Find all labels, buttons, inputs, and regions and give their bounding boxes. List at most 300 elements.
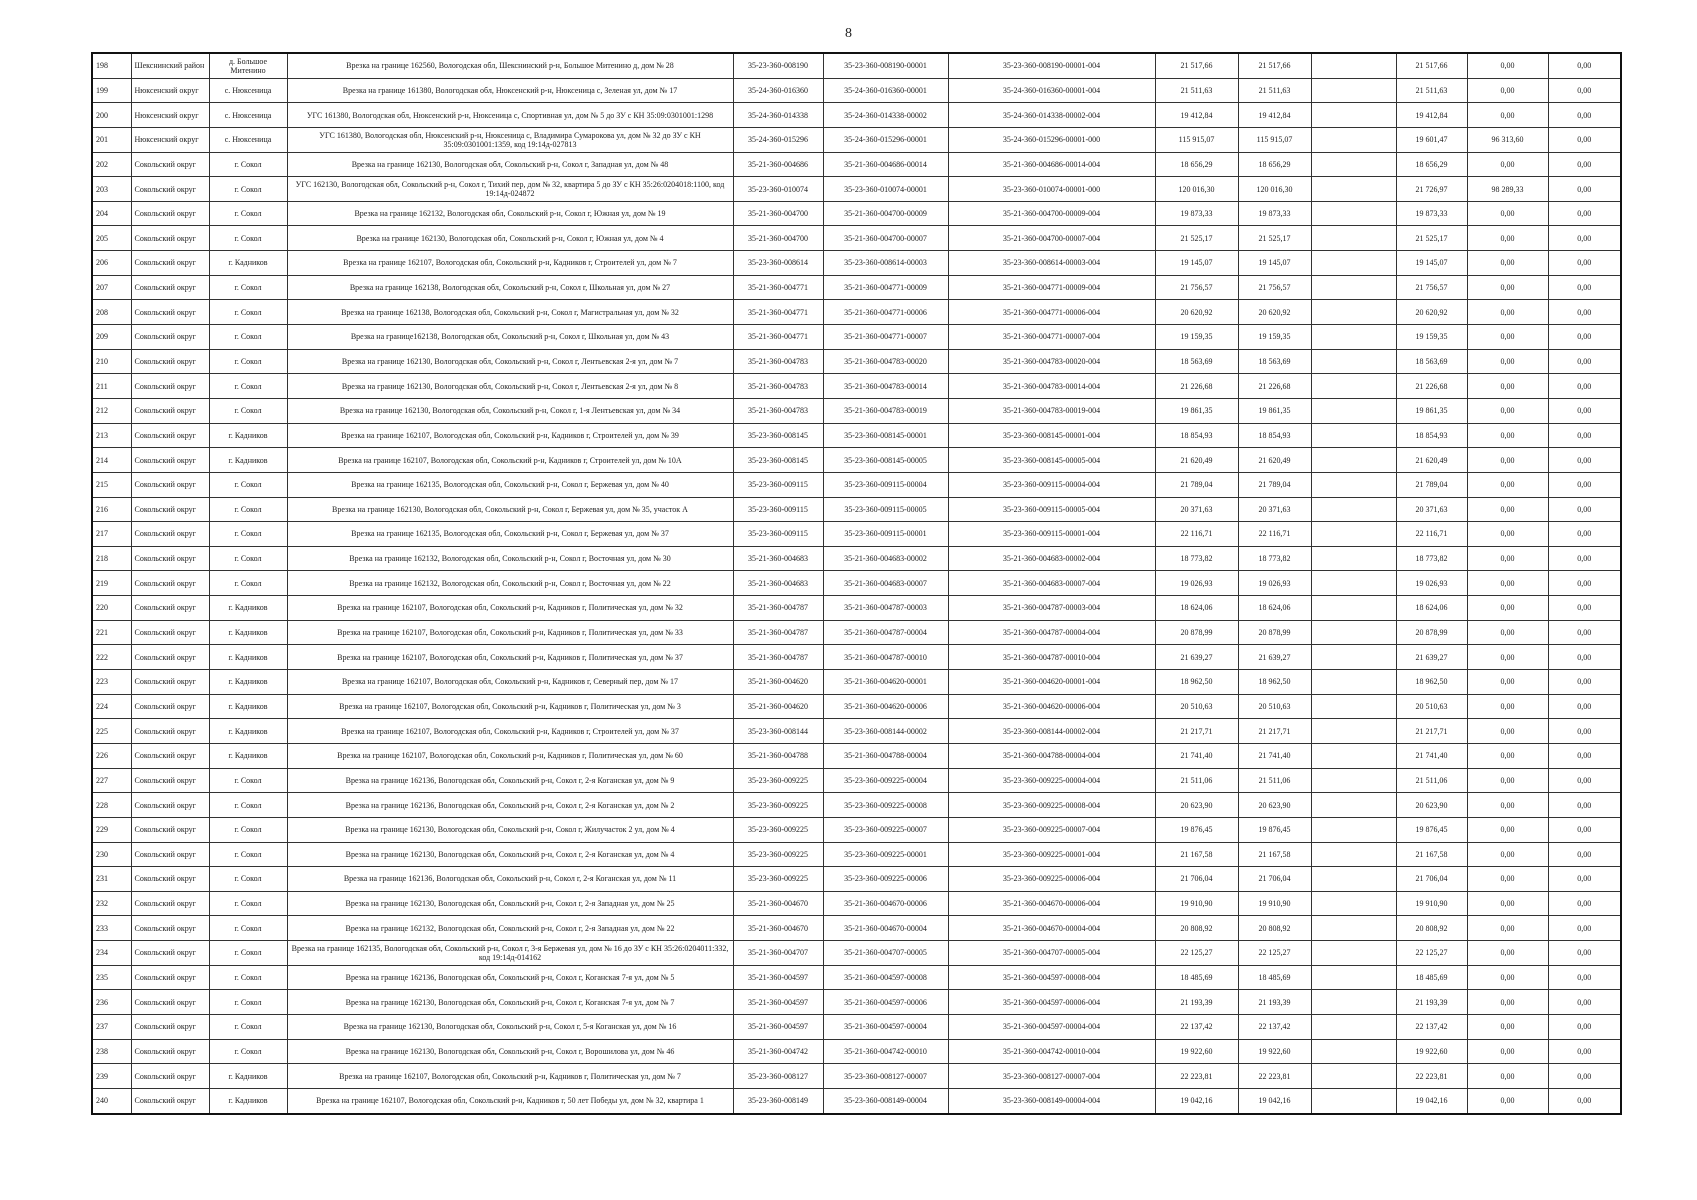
cost-part-1-cell: 18 656,29	[1396, 152, 1467, 177]
cost-sum-cell: 21 639,27	[1238, 645, 1311, 670]
cost-part-3-cell: 0,00	[1548, 990, 1621, 1015]
connection-code-cell: 35-23-360-009225-00004	[823, 768, 948, 793]
address-cell: Врезка на границе162138, Вологодская обл, Сокольский р-н, Сокол г, Школьная ул, дом № 43	[287, 325, 733, 350]
point-code-cell: 35-21-360-004620-00006-004	[948, 694, 1155, 719]
total-cost-cell: 19 026,93	[1155, 571, 1238, 596]
address-cell: Врезка на границе 162560, Вологодская обл, Шекснинский р-н, Большое Митенино д, дом № 28	[287, 53, 733, 78]
cost-sum-cell: 20 878,99	[1238, 620, 1311, 645]
settlement-cell: г. Сокол	[209, 965, 287, 990]
row-number-cell: 210	[92, 349, 131, 374]
settlement-cell: г. Сокол	[209, 497, 287, 522]
empty-cell-cell	[1311, 448, 1396, 473]
cost-part-2-cell: 0,00	[1467, 201, 1548, 226]
connection-code-cell: 35-23-360-009225-00006	[823, 867, 948, 892]
address-cell: Врезка на границе 162107, Вологодская обл, Сокольский р-н, Кадников г, 50 лет Победы ул, дом № 32, квартира 1	[287, 1088, 733, 1113]
cost-part-3-cell: 0,00	[1548, 916, 1621, 941]
district-cell: Сокольский округ	[131, 251, 209, 276]
object-code-cell: 35-21-360-004683	[733, 571, 823, 596]
empty-cell-cell	[1311, 867, 1396, 892]
district-cell: Сокольский округ	[131, 941, 209, 966]
point-code-cell: 35-21-360-004787-00003-004	[948, 596, 1155, 621]
cost-sum-cell: 21 741,40	[1238, 743, 1311, 768]
address-cell: УГС 162130, Вологодская обл, Сокольский р-н, Сокол г, Тихий пер, дом № 32, квартира 5 до ЗУ с КН 35:26:0204018:1100, код 19:14д-024872	[287, 177, 733, 202]
point-code-cell: 35-24-360-015296-00001-000	[948, 127, 1155, 152]
object-code-cell: 35-23-360-009225	[733, 842, 823, 867]
empty-cell-cell	[1311, 1088, 1396, 1113]
cost-part-1-cell: 19 876,45	[1396, 817, 1467, 842]
cost-part-2-cell: 0,00	[1467, 78, 1548, 103]
total-cost-cell: 21 620,49	[1155, 448, 1238, 473]
cost-part-2-cell: 0,00	[1467, 251, 1548, 276]
cost-part-3-cell: 0,00	[1548, 251, 1621, 276]
settlement-cell: г. Сокол	[209, 1039, 287, 1064]
cost-part-1-cell: 20 371,63	[1396, 497, 1467, 522]
table-row	[92, 571, 1621, 596]
cost-part-1-cell: 22 137,42	[1396, 1014, 1467, 1039]
table-row	[92, 398, 1621, 423]
point-code-cell: 35-23-360-008614-00003-004	[948, 251, 1155, 276]
row-number-cell: 239	[92, 1064, 131, 1089]
district-cell: Сокольский округ	[131, 398, 209, 423]
cost-sum-cell: 21 525,17	[1238, 226, 1311, 251]
object-code-cell: 35-21-360-004771	[733, 300, 823, 325]
district-cell: Сокольский округ	[131, 152, 209, 177]
cost-sum-cell: 18 854,93	[1238, 423, 1311, 448]
total-cost-cell: 19 922,60	[1155, 1039, 1238, 1064]
object-code-cell: 35-23-360-009115	[733, 522, 823, 547]
settlement-cell: г. Сокол	[209, 891, 287, 916]
cost-part-1-cell: 19 601,47	[1396, 127, 1467, 152]
total-cost-cell: 21 525,17	[1155, 226, 1238, 251]
connection-code-cell: 35-21-360-004597-00008	[823, 965, 948, 990]
connection-code-cell: 35-23-360-008144-00002	[823, 719, 948, 744]
cost-part-3-cell: 0,00	[1548, 127, 1621, 152]
point-code-cell: 35-23-360-008145-00001-004	[948, 423, 1155, 448]
cost-part-3-cell: 0,00	[1548, 53, 1621, 78]
connection-code-cell: 35-21-360-004771-00006	[823, 300, 948, 325]
total-cost-cell: 20 623,90	[1155, 793, 1238, 818]
cost-part-3-cell: 0,00	[1548, 793, 1621, 818]
cost-part-3-cell: 0,00	[1548, 103, 1621, 128]
cost-sum-cell: 19 145,07	[1238, 251, 1311, 276]
address-cell: Врезка на границе 162107, Вологодская обл, Сокольский р-н, Кадников г, Политическая ул, дом № 7	[287, 1064, 733, 1089]
cost-sum-cell: 20 620,92	[1238, 300, 1311, 325]
table-row	[92, 226, 1621, 251]
address-cell: Врезка на границе 162107, Вологодская обл, Сокольский р-н, Кадников г, Строителей ул, дом № 10А	[287, 448, 733, 473]
cost-part-1-cell: 21 193,39	[1396, 990, 1467, 1015]
cost-sum-cell: 19 873,33	[1238, 201, 1311, 226]
point-code-cell: 35-21-360-004686-00014-004	[948, 152, 1155, 177]
table-row	[92, 251, 1621, 276]
cost-part-3-cell: 0,00	[1548, 645, 1621, 670]
row-number-cell: 213	[92, 423, 131, 448]
address-cell: Врезка на границе 162130, Вологодская обл, Сокольский р-н, Сокол г, Жилучасток 2 ул, дом № 4	[287, 817, 733, 842]
settlement-cell: г. Кадников	[209, 1064, 287, 1089]
table-row	[92, 867, 1621, 892]
row-number-cell: 235	[92, 965, 131, 990]
cost-part-1-cell: 18 962,50	[1396, 670, 1467, 695]
row-number-cell: 218	[92, 546, 131, 571]
cost-sum-cell: 21 511,63	[1238, 78, 1311, 103]
address-cell: Врезка на границе 162130, Вологодская обл, Сокольский р-н, Сокол г, Западная ул, дом № 48	[287, 152, 733, 177]
cost-part-1-cell: 21 789,04	[1396, 472, 1467, 497]
connection-code-cell: 35-21-360-004597-00004	[823, 1014, 948, 1039]
table-row	[92, 1014, 1621, 1039]
point-code-cell: 35-21-360-004707-00005-004	[948, 941, 1155, 966]
row-number-cell: 203	[92, 177, 131, 202]
address-cell: Врезка на границе 162130, Вологодская обл, Сокольский р-н, Сокол г, 1-я Лентьевская ул, дом № 34	[287, 398, 733, 423]
cost-part-3-cell: 0,00	[1548, 177, 1621, 202]
total-cost-cell: 21 706,04	[1155, 867, 1238, 892]
cost-sum-cell: 19 026,93	[1238, 571, 1311, 596]
point-code-cell: 35-21-360-004620-00001-004	[948, 670, 1155, 695]
cost-part-2-cell: 0,00	[1467, 497, 1548, 522]
object-code-cell: 35-21-360-004787	[733, 596, 823, 621]
settlement-cell: с. Нюксеница	[209, 78, 287, 103]
cost-part-1-cell: 21 726,97	[1396, 177, 1467, 202]
cost-part-1-cell: 21 511,06	[1396, 768, 1467, 793]
connection-code-cell: 35-23-360-009115-00001	[823, 522, 948, 547]
table-row	[92, 472, 1621, 497]
object-code-cell: 35-21-360-004597	[733, 1014, 823, 1039]
total-cost-cell: 20 371,63	[1155, 497, 1238, 522]
table-row	[92, 374, 1621, 399]
cost-part-3-cell: 0,00	[1548, 226, 1621, 251]
district-cell: Сокольский округ	[131, 1014, 209, 1039]
cost-part-3-cell: 0,00	[1548, 768, 1621, 793]
object-code-cell: 35-21-360-004620	[733, 694, 823, 719]
point-code-cell: 35-23-360-009225-00008-004	[948, 793, 1155, 818]
cost-part-3-cell: 0,00	[1548, 1088, 1621, 1113]
district-cell: Сокольский округ	[131, 177, 209, 202]
point-code-cell: 35-21-360-004787-00010-004	[948, 645, 1155, 670]
object-code-cell: 35-23-360-008127	[733, 1064, 823, 1089]
cost-sum-cell: 21 167,58	[1238, 842, 1311, 867]
total-cost-cell: 21 226,68	[1155, 374, 1238, 399]
cost-sum-cell: 21 226,68	[1238, 374, 1311, 399]
address-cell: Врезка на границе 162107, Вологодская обл, Сокольский р-н, Кадников г, Строителей ул, дом № 39	[287, 423, 733, 448]
row-number-cell: 209	[92, 325, 131, 350]
table-row	[92, 1064, 1621, 1089]
district-cell: Сокольский округ	[131, 472, 209, 497]
total-cost-cell: 20 510,63	[1155, 694, 1238, 719]
cost-part-2-cell: 0,00	[1467, 965, 1548, 990]
object-code-cell: 35-24-360-014338	[733, 103, 823, 128]
total-cost-cell: 21 517,66	[1155, 53, 1238, 78]
cost-part-3-cell: 0,00	[1548, 694, 1621, 719]
row-number-cell: 211	[92, 374, 131, 399]
cost-part-1-cell: 21 741,40	[1396, 743, 1467, 768]
address-cell: Врезка на границе 162132, Вологодская обл, Сокольский р-н, Сокол г, Восточная ул, дом № 30	[287, 546, 733, 571]
empty-cell-cell	[1311, 300, 1396, 325]
point-code-cell: 35-21-360-004700-00007-004	[948, 226, 1155, 251]
address-cell: Врезка на границе 162107, Вологодская обл, Сокольский р-н, Кадников г, Политическая ул, дом № 37	[287, 645, 733, 670]
total-cost-cell: 18 624,06	[1155, 596, 1238, 621]
address-cell: Врезка на границе 162130, Вологодская обл, Сокольский р-н, Сокол г, Лентьевская 2-я ул, дом № 7	[287, 349, 733, 374]
total-cost-cell: 19 145,07	[1155, 251, 1238, 276]
settlement-cell: г. Сокол	[209, 571, 287, 596]
cost-part-1-cell: 21 706,04	[1396, 867, 1467, 892]
connection-code-cell: 35-23-360-008149-00004	[823, 1088, 948, 1113]
connection-code-cell: 35-21-360-004700-00007	[823, 226, 948, 251]
connection-code-cell: 35-23-360-010074-00001	[823, 177, 948, 202]
row-number-cell: 198	[92, 53, 131, 78]
settlement-cell: с. Нюксеница	[209, 103, 287, 128]
cost-part-1-cell: 19 861,35	[1396, 398, 1467, 423]
settlement-cell: г. Сокол	[209, 472, 287, 497]
row-number-cell: 238	[92, 1039, 131, 1064]
settlement-cell: г. Сокол	[209, 226, 287, 251]
point-code-cell: 35-24-360-014338-00002-004	[948, 103, 1155, 128]
empty-cell-cell	[1311, 743, 1396, 768]
cost-part-2-cell: 0,00	[1467, 423, 1548, 448]
cost-part-1-cell: 22 125,27	[1396, 941, 1467, 966]
empty-cell-cell	[1311, 398, 1396, 423]
address-cell: Врезка на границе 162132, Вологодская обл, Сокольский р-н, Сокол г, 2-я Западная ул, дом № 22	[287, 916, 733, 941]
object-code-cell: 35-21-360-004787	[733, 645, 823, 670]
cost-part-1-cell: 21 639,27	[1396, 645, 1467, 670]
table-row	[92, 103, 1621, 128]
connection-code-cell: 35-21-360-004787-00003	[823, 596, 948, 621]
cost-part-1-cell: 19 042,16	[1396, 1088, 1467, 1113]
table-row	[92, 522, 1621, 547]
point-code-cell: 35-21-360-004700-00009-004	[948, 201, 1155, 226]
row-number-cell: 223	[92, 670, 131, 695]
district-cell: Сокольский округ	[131, 620, 209, 645]
empty-cell-cell	[1311, 719, 1396, 744]
cost-part-3-cell: 0,00	[1548, 546, 1621, 571]
table-row	[92, 793, 1621, 818]
empty-cell-cell	[1311, 472, 1396, 497]
connection-code-cell: 35-21-360-004620-00006	[823, 694, 948, 719]
object-code-cell: 35-23-360-008145	[733, 423, 823, 448]
empty-cell-cell	[1311, 596, 1396, 621]
cost-part-2-cell: 98 289,33	[1467, 177, 1548, 202]
table-row	[92, 941, 1621, 966]
connection-code-cell: 35-24-360-016360-00001	[823, 78, 948, 103]
cost-sum-cell: 21 706,04	[1238, 867, 1311, 892]
settlement-cell: г. Сокол	[209, 177, 287, 202]
total-cost-cell: 21 741,40	[1155, 743, 1238, 768]
settlement-cell: с. Нюксеница	[209, 127, 287, 152]
cost-part-2-cell: 0,00	[1467, 300, 1548, 325]
district-cell: Сокольский округ	[131, 522, 209, 547]
cost-part-2-cell: 0,00	[1467, 53, 1548, 78]
point-code-cell: 35-23-360-008149-00004-004	[948, 1088, 1155, 1113]
cost-part-2-cell: 0,00	[1467, 842, 1548, 867]
object-code-cell: 35-23-360-009225	[733, 867, 823, 892]
settlement-cell: г. Сокол	[209, 842, 287, 867]
total-cost-cell: 19 159,35	[1155, 325, 1238, 350]
row-number-cell: 237	[92, 1014, 131, 1039]
cost-part-2-cell: 0,00	[1467, 743, 1548, 768]
table-row	[92, 1088, 1621, 1113]
table-row	[92, 891, 1621, 916]
cost-part-3-cell: 0,00	[1548, 325, 1621, 350]
point-code-cell: 35-21-360-004783-00014-004	[948, 374, 1155, 399]
row-number-cell: 217	[92, 522, 131, 547]
settlement-cell: г. Сокол	[209, 1014, 287, 1039]
row-number-cell: 212	[92, 398, 131, 423]
row-number-cell: 228	[92, 793, 131, 818]
row-number-cell: 232	[92, 891, 131, 916]
cost-sum-cell: 19 159,35	[1238, 325, 1311, 350]
total-cost-cell: 21 511,63	[1155, 78, 1238, 103]
cost-part-2-cell: 0,00	[1467, 596, 1548, 621]
cost-part-2-cell: 0,00	[1467, 472, 1548, 497]
object-code-cell: 35-23-360-010074	[733, 177, 823, 202]
total-cost-cell: 18 656,29	[1155, 152, 1238, 177]
cost-part-3-cell: 0,00	[1548, 719, 1621, 744]
connection-code-cell: 35-23-360-009115-00005	[823, 497, 948, 522]
connection-code-cell: 35-21-360-004742-00010	[823, 1039, 948, 1064]
point-code-cell: 35-23-360-009115-00004-004	[948, 472, 1155, 497]
district-cell: Сокольский округ	[131, 448, 209, 473]
page-number: 8	[845, 26, 852, 41]
empty-cell-cell	[1311, 645, 1396, 670]
cost-part-3-cell: 0,00	[1548, 941, 1621, 966]
address-cell: Врезка на границе 162107, Вологодская обл, Сокольский р-н, Кадников г, Строителей ул, дом № 7	[287, 251, 733, 276]
cost-part-3-cell: 0,00	[1548, 152, 1621, 177]
table-row	[92, 965, 1621, 990]
district-cell: Сокольский округ	[131, 1064, 209, 1089]
settlement-cell: г. Сокол	[209, 398, 287, 423]
connection-code-cell: 35-23-360-008145-00001	[823, 423, 948, 448]
empty-cell-cell	[1311, 325, 1396, 350]
point-code-cell: 35-21-360-004683-00002-004	[948, 546, 1155, 571]
empty-cell-cell	[1311, 768, 1396, 793]
cost-part-2-cell: 0,00	[1467, 1014, 1548, 1039]
object-code-cell: 35-21-360-004700	[733, 201, 823, 226]
empty-cell-cell	[1311, 349, 1396, 374]
empty-cell-cell	[1311, 226, 1396, 251]
connection-code-cell: 35-21-360-004686-00014	[823, 152, 948, 177]
district-cell: Сокольский округ	[131, 842, 209, 867]
district-cell: Сокольский округ	[131, 226, 209, 251]
district-cell: Сокольский округ	[131, 990, 209, 1015]
address-cell: УГС 161380, Вологодская обл, Нюксенский р-н, Нюксеница с, Спортивная ул, дом № 5 до ЗУ с КН 35:09:0301001:1298	[287, 103, 733, 128]
total-cost-cell: 19 042,16	[1155, 1088, 1238, 1113]
settlement-cell: г. Сокол	[209, 152, 287, 177]
point-code-cell: 35-21-360-004683-00007-004	[948, 571, 1155, 596]
row-number-cell: 207	[92, 275, 131, 300]
cost-part-3-cell: 0,00	[1548, 78, 1621, 103]
object-code-cell: 35-21-360-004788	[733, 743, 823, 768]
empty-cell-cell	[1311, 275, 1396, 300]
connection-code-cell: 35-23-360-008614-00003	[823, 251, 948, 276]
address-cell: Врезка на границе 162135, Вологодская обл, Сокольский р-н, Сокол г, Бержевая ул, дом № 40	[287, 472, 733, 497]
point-code-cell: 35-21-360-004597-00008-004	[948, 965, 1155, 990]
connection-code-cell: 35-21-360-004783-00014	[823, 374, 948, 399]
row-number-cell: 220	[92, 596, 131, 621]
cost-part-3-cell: 0,00	[1548, 300, 1621, 325]
cost-part-1-cell: 21 525,17	[1396, 226, 1467, 251]
cost-part-1-cell: 19 145,07	[1396, 251, 1467, 276]
cost-sum-cell: 21 217,71	[1238, 719, 1311, 744]
district-cell: Сокольский округ	[131, 768, 209, 793]
cost-part-2-cell: 0,00	[1467, 990, 1548, 1015]
cost-part-2-cell: 0,00	[1467, 891, 1548, 916]
district-cell: Сокольский округ	[131, 1039, 209, 1064]
table-row	[92, 448, 1621, 473]
connection-code-cell: 35-21-360-004787-00010	[823, 645, 948, 670]
empty-cell-cell	[1311, 546, 1396, 571]
settlement-cell: г. Кадников	[209, 719, 287, 744]
total-cost-cell: 22 137,42	[1155, 1014, 1238, 1039]
table-row	[92, 596, 1621, 621]
row-number-cell: 225	[92, 719, 131, 744]
total-cost-cell: 21 639,27	[1155, 645, 1238, 670]
cost-part-2-cell: 0,00	[1467, 620, 1548, 645]
cost-sum-cell: 18 563,69	[1238, 349, 1311, 374]
settlement-cell: г. Кадников	[209, 620, 287, 645]
row-number-cell: 199	[92, 78, 131, 103]
total-cost-cell: 18 563,69	[1155, 349, 1238, 374]
cost-part-3-cell: 0,00	[1548, 891, 1621, 916]
total-cost-cell: 21 511,06	[1155, 768, 1238, 793]
address-cell: Врезка на границе 162107, Вологодская обл, Сокольский р-н, Кадников г, Строителей ул, дом № 37	[287, 719, 733, 744]
total-cost-cell: 22 116,71	[1155, 522, 1238, 547]
settlement-cell: г. Сокол	[209, 941, 287, 966]
connection-code-cell: 35-21-360-004670-00006	[823, 891, 948, 916]
cost-part-2-cell: 0,00	[1467, 1088, 1548, 1113]
settlement-cell: г. Кадников	[209, 448, 287, 473]
table-row	[92, 53, 1621, 78]
connection-code-cell: 35-21-360-004597-00006	[823, 990, 948, 1015]
empty-cell-cell	[1311, 201, 1396, 226]
connection-code-cell: 35-23-360-008127-00007	[823, 1064, 948, 1089]
empty-cell-cell	[1311, 522, 1396, 547]
object-code-cell: 35-21-360-004771	[733, 325, 823, 350]
row-number-cell: 236	[92, 990, 131, 1015]
connection-code-cell: 35-21-360-004620-00001	[823, 670, 948, 695]
point-code-cell: 35-21-360-004771-00009-004	[948, 275, 1155, 300]
empty-cell-cell	[1311, 571, 1396, 596]
settlement-cell: г. Кадников	[209, 1088, 287, 1113]
empty-cell-cell	[1311, 53, 1396, 78]
empty-cell-cell	[1311, 694, 1396, 719]
address-cell: Врезка на границе 162130, Вологодская обл, Сокольский р-н, Сокол г, Южная ул, дом № 4	[287, 226, 733, 251]
district-cell: Сокольский округ	[131, 916, 209, 941]
empty-cell-cell	[1311, 251, 1396, 276]
address-cell: Врезка на границе 162107, Вологодская обл, Сокольский р-н, Кадников г, Политическая ул, дом № 60	[287, 743, 733, 768]
connection-code-cell: 35-21-360-004683-00007	[823, 571, 948, 596]
cost-sum-cell: 21 517,66	[1238, 53, 1311, 78]
district-cell: Сокольский округ	[131, 497, 209, 522]
connection-code-cell: 35-23-360-008145-00005	[823, 448, 948, 473]
cost-part-1-cell: 18 854,93	[1396, 423, 1467, 448]
connection-code-cell: 35-21-360-004700-00009	[823, 201, 948, 226]
cost-sum-cell: 21 756,57	[1238, 275, 1311, 300]
point-code-cell: 35-21-360-004670-00006-004	[948, 891, 1155, 916]
cost-part-1-cell: 20 620,92	[1396, 300, 1467, 325]
cost-part-3-cell: 0,00	[1548, 522, 1621, 547]
row-number-cell: 205	[92, 226, 131, 251]
settlement-cell: г. Сокол	[209, 325, 287, 350]
settlement-cell: г. Кадников	[209, 670, 287, 695]
cost-part-2-cell: 0,00	[1467, 867, 1548, 892]
row-number-cell: 233	[92, 916, 131, 941]
table-row	[92, 842, 1621, 867]
cost-part-3-cell: 0,00	[1548, 867, 1621, 892]
table-row	[92, 645, 1621, 670]
row-number-cell: 230	[92, 842, 131, 867]
point-code-cell: 35-21-360-004771-00006-004	[948, 300, 1155, 325]
object-code-cell: 35-21-360-004670	[733, 891, 823, 916]
row-number-cell: 229	[92, 817, 131, 842]
object-code-cell: 35-23-360-008145	[733, 448, 823, 473]
cost-part-1-cell: 19 412,84	[1396, 103, 1467, 128]
